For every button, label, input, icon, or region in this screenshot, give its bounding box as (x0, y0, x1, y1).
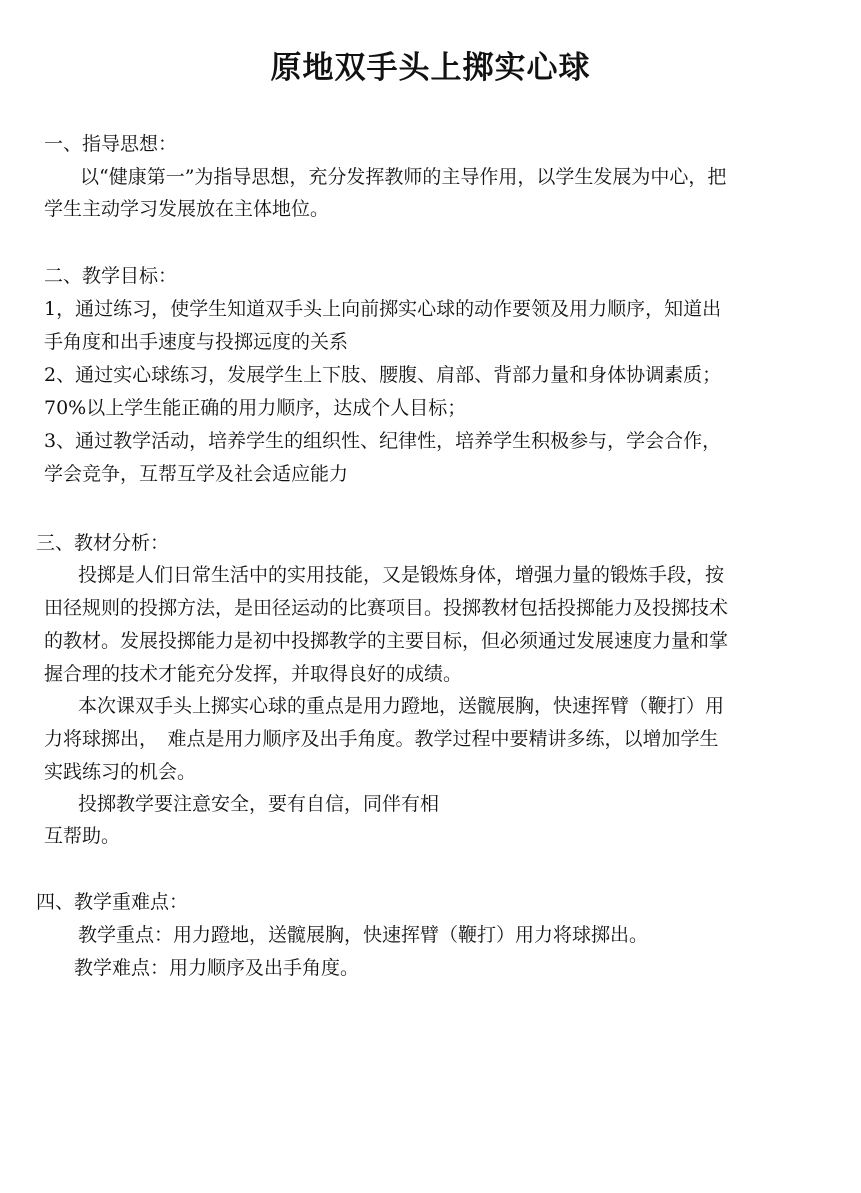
section-heading-teaching-goals: 二、教学目标： (44, 265, 178, 287)
paragraph-line: 70%以上学生能正确的用力顺序，达成个人目标； (44, 397, 467, 419)
paragraph-line: 学生主动学习发展放在主体地位。 (44, 198, 330, 220)
paragraph-line: 1，通过练习，使学生知道双手头上向前掷实心球的动作要领及用力顺序，知道出 (44, 298, 722, 320)
difficult-point-line: 教学难点：用力顺序及出手角度。 (74, 957, 360, 979)
paragraph-line: 的教材。发展投掷能力是初中投掷教学的主要目标，但必须通过发展速度力量和掌 (44, 630, 729, 652)
paragraph-line: 田径规则的投掷方法，是田径运动的比赛项目。投掷教材包括投掷能力及投掷技术 (44, 597, 729, 619)
paragraph-line: 以“健康第一”为指导思想，充分发挥教师的主导作用，以学生发展为中心，把 (80, 166, 727, 188)
section-heading-material-analysis: 三、教材分析： (36, 532, 170, 554)
paragraph-line: 力将球掷出， 难点是用力顺序及出手角度。教学过程中要精讲多练，以增加学生 (44, 728, 719, 750)
key-point-line: 教学重点：用力蹬地，送髋展胸，快速挥臂（鞭打）用力将球掷出。 (78, 924, 649, 946)
paragraph-line: 互帮助。 (44, 825, 121, 847)
paragraph-line: 实践练习的机会。 (44, 761, 197, 783)
paragraph-line: 2、通过实心球练习，发展学生上下肢、腰腹、肩部、背部力量和身体协调素质； (44, 364, 722, 386)
paragraph-line: 3、通过教学活动，培养学生的组织性、纪律性，培养学生积极参与，学会合作， (44, 430, 722, 452)
document-title: 原地双手头上掷实心球 (270, 50, 591, 86)
section-heading-key-difficult-points: 四、教学重难点： (36, 891, 189, 913)
section-heading-guiding-ideology: 一、指导思想： (44, 133, 178, 155)
paragraph-line: 投掷教学要注意安全，要有自信，同伴有相 (78, 793, 440, 815)
paragraph-line: 投掷是人们日常生活中的实用技能，又是锻炼身体，增强力量的锻炼手段，按 (78, 564, 725, 586)
paragraph-line: 手角度和出手速度与投掷远度的关系 (44, 331, 349, 353)
paragraph-line: 学会竞争，互帮互学及社会适应能力 (44, 463, 349, 485)
paragraph-line: 握合理的技术才能充分发挥，并取得良好的成绩。 (44, 663, 463, 685)
paragraph-line: 本次课双手头上掷实心球的重点是用力蹬地，送髋展胸，快速挥臂（鞭打）用 (78, 695, 725, 717)
